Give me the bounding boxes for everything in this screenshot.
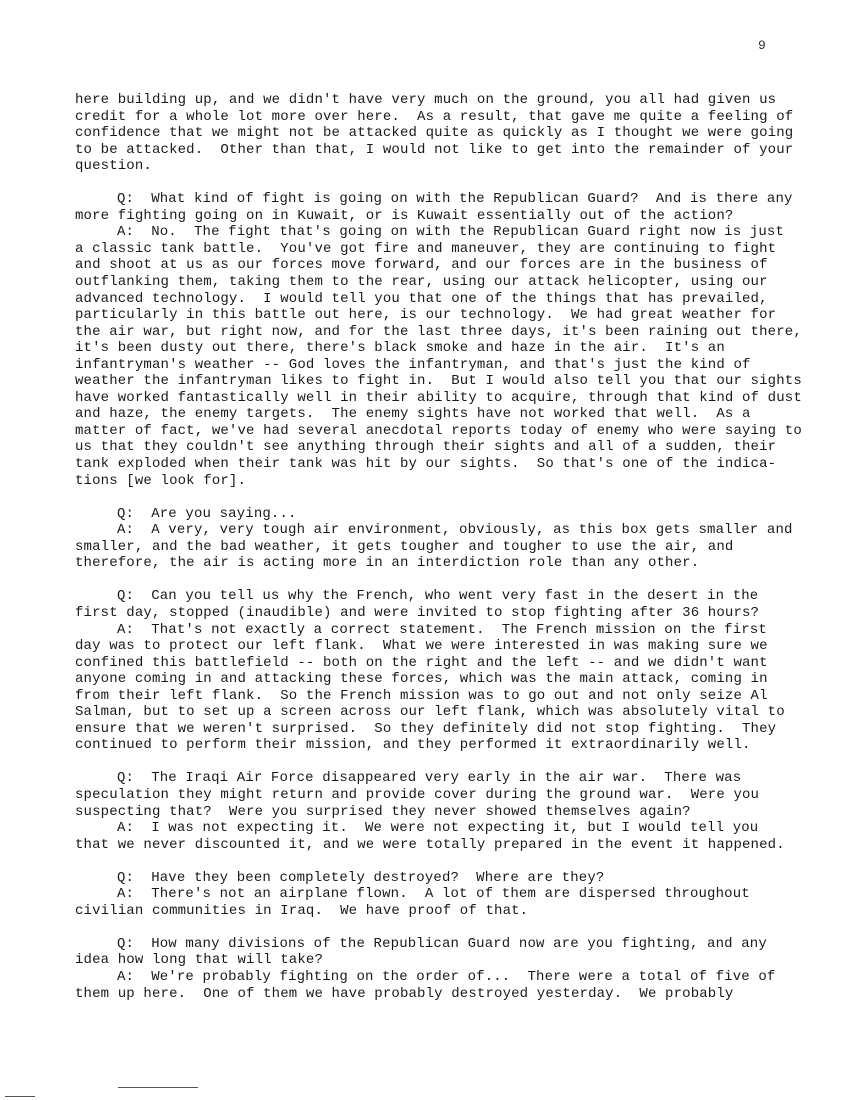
text-line: more fighting going on in Kuwait, or is Kuwait essentially out of the action? xyxy=(75,207,734,224)
text-line: ensure that we weren't surprised. So they definitely did not stop fighting. They xyxy=(75,720,777,737)
text-line: continued to perform their mission, and they performed it extraordinarily well. xyxy=(75,737,751,754)
text-line: Q: What kind of fight is going on with the Republican Guard? And is there any xyxy=(117,191,793,208)
text-line: Q: The Iraqi Air Force disappeared very early in the air war. There was xyxy=(117,770,742,787)
text-line: question. xyxy=(75,158,152,175)
text-line: and shoot at us as our forces move forward, and our forces are in the business of xyxy=(75,257,768,274)
text-line: therefore, the air is acting more in an interdiction role than any other. xyxy=(75,555,700,572)
text-line: have worked fantastically well in their ability to acquire, through that kind of dust xyxy=(75,389,802,406)
text-line: weather the infantryman likes to fight in. But I would also tell you that our sights xyxy=(75,373,802,390)
scan-artifact xyxy=(118,1087,198,1088)
text-line: to be attacked. Other than that, I would not like to get into the remainder of your xyxy=(75,141,794,158)
text-line: day was to protect our left flank. What we were interested in was making sure we xyxy=(75,638,768,655)
text-line: Salman, but to set up a screen across our left flank, which was absolutely vital to xyxy=(75,704,785,721)
text-line: smaller, and the bad weather, it gets tougher and tougher to use the air, and xyxy=(75,538,734,555)
text-line: and haze, the enemy targets. The enemy sights have not worked that well. As a xyxy=(75,406,751,423)
text-line: here building up, and we didn't have very much on the ground, you all had given us xyxy=(75,92,777,108)
transcript-body xyxy=(75,92,802,1002)
text-line: speculation they might return and provide cover during the ground war. Were you xyxy=(75,786,760,803)
text-line: confined this battlefield -- both on the right and the left -- and we didn't want xyxy=(75,654,768,671)
text-line: Q: How many divisions of the Republican Guard now are you fighting, and any xyxy=(117,935,767,952)
text-line: particularly in this battle out here, is our technology. We had great weather for xyxy=(75,307,777,324)
text-line: A: No. The fight that's going on with the Republican Guard right now is just xyxy=(117,224,785,241)
text-line: infantryman's weather -- God loves the infantryman, and that's just the kind of xyxy=(75,356,751,373)
page-number: 9 xyxy=(758,38,766,53)
text-line: suspecting that? Were you surprised they never showed themselves again? xyxy=(75,803,691,820)
text-line: Q: Are you saying... xyxy=(117,505,297,522)
text-line: idea how long that will take? xyxy=(75,952,323,969)
text-line: tank exploded when their tank was hit by our sights. So that's one of the indica- xyxy=(75,456,777,473)
text-line: A: A very, very tough air environment, obviously, as this box gets smaller and xyxy=(117,522,793,539)
scan-artifact xyxy=(5,1096,35,1097)
text-line: outflanking them, taking them to the rear, using our attack helicopter, using our xyxy=(75,274,768,291)
text-line: tions [we look for]. xyxy=(75,472,247,489)
text-line: Q: Can you tell us why the French, who went very fast in the desert in the xyxy=(117,588,759,605)
blank-line xyxy=(75,853,795,870)
text-line: advanced technology. I would tell you that one of the things that has prevailed, xyxy=(75,290,768,307)
text-line: from their left flank. So the French mission was to go out and not only seize Al xyxy=(75,687,768,704)
text-line: civilian communities in Iraq. We have proof of that. xyxy=(75,902,529,919)
text-line: Q: Have they been completely destroyed? Where are they? xyxy=(117,869,605,886)
text-line: it's been dusty out there, there's black smoke and haze in the air. It's an xyxy=(75,340,725,357)
text-line: first day, stopped (inaudible) and were invited to stop fighting after 36 hours? xyxy=(75,604,760,621)
text-line: a classic tank battle. You've got fire and maneuver, they are continuing to fight xyxy=(75,240,777,257)
text-line: A: That's not exactly a correct statement. The French mission on the first xyxy=(117,621,767,638)
text-line: that we never discounted it, and we were totally prepared in the event it happened. xyxy=(75,836,785,853)
text-line: confidence that we might not be attacked quite as quickly as I thought we were going xyxy=(75,125,794,142)
text-line: A: There's not an airplane flown. A lot of them are dispersed throughout xyxy=(117,886,750,903)
blank-line xyxy=(75,919,795,936)
text-line: credit for a whole lot more over here. As a result, that gave me quite a feeling of xyxy=(75,108,794,125)
blank-line xyxy=(75,489,795,506)
text-line: them up here. One of them we have probably destroyed yesterday. We probably xyxy=(75,985,734,1002)
blank-line xyxy=(75,175,795,192)
text-line: anyone coming in and attacking these forces, which was the main attack, coming in xyxy=(75,671,768,688)
blank-line xyxy=(75,754,795,771)
text-line: A: I was not expecting it. We were not expecting it, but I would tell you xyxy=(117,820,759,837)
text-line: us that they couldn't see anything through their sights and all of a sudden, their xyxy=(75,439,777,456)
text-line: matter of fact, we've had several anecdotal reports today of enemy who were saying to xyxy=(75,422,802,439)
blank-line xyxy=(75,572,795,589)
text-line: the air war, but right now, and for the last three days, it's been raining out there, xyxy=(75,323,802,340)
text-line: A: We're probably fighting on the order of... There were a total of five of xyxy=(117,968,776,985)
